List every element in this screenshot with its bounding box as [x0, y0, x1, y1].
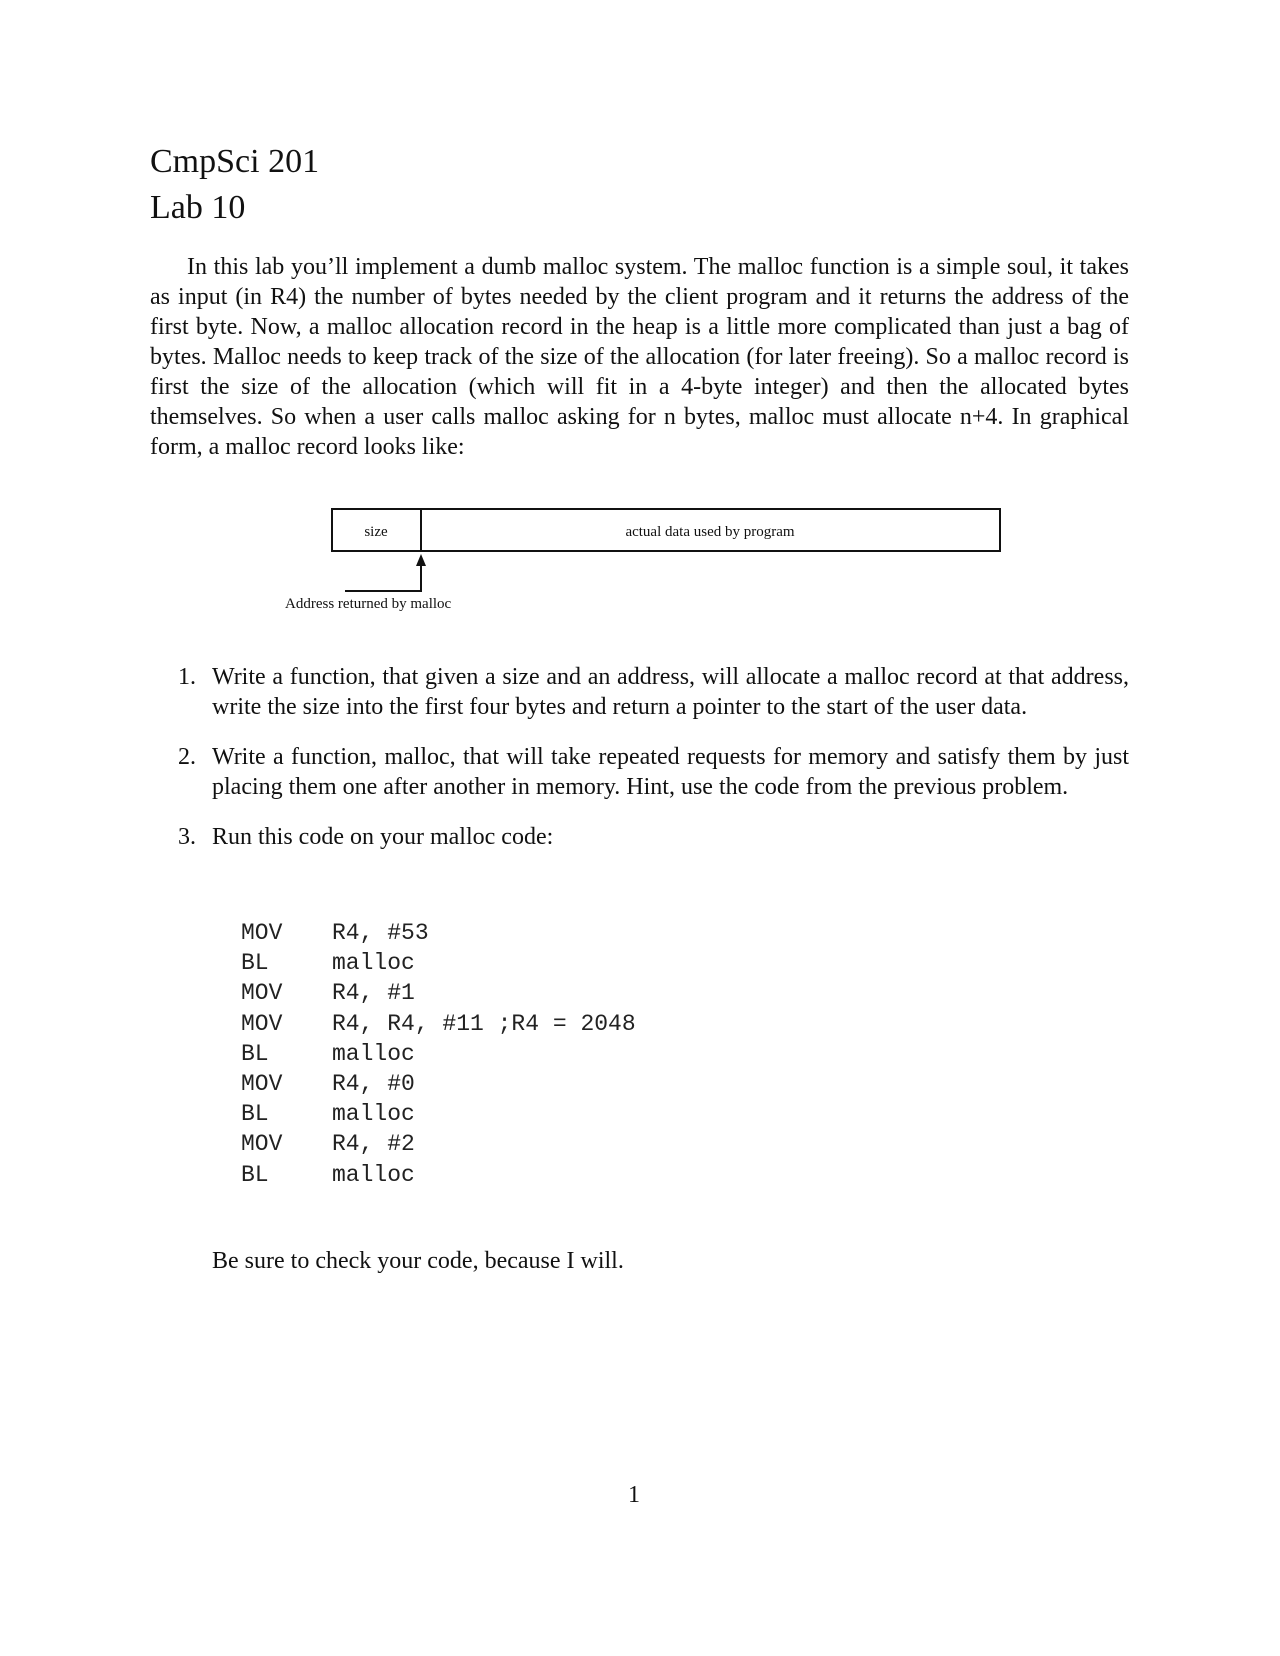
task-number: 1.	[178, 664, 196, 690]
code-operands: R4, #0	[332, 1070, 415, 1097]
malloc-record-diagram	[270, 500, 1010, 630]
code-opcode: MOV	[241, 920, 283, 946]
code-line	[241, 1039, 636, 1069]
code-opcode: BL	[241, 950, 269, 977]
code-line	[241, 1129, 636, 1159]
task-text: Run this code on your malloc code:	[212, 824, 554, 850]
code-operands: malloc	[332, 1101, 415, 1128]
task-item	[150, 822, 1129, 852]
code-listing	[241, 918, 636, 1190]
code-opcode: MOV	[241, 1070, 283, 1097]
code-operands: R4, R4, #11 ;R4 = 2048	[332, 1010, 636, 1037]
code-opcode: MOV	[241, 1131, 283, 1158]
pointer-arrow-line	[345, 564, 421, 591]
lab-title: Lab 10	[150, 189, 246, 226]
closing-note: Be sure to check your code, because I will.	[212, 1248, 624, 1274]
task-number: 2.	[178, 744, 196, 770]
code-operands: R4, #53	[332, 920, 429, 946]
code-line	[241, 1099, 636, 1129]
code-operands: malloc	[332, 1161, 415, 1188]
code-line	[241, 1009, 636, 1039]
pointer-label: Address returned by malloc	[285, 596, 452, 612]
code-opcode: BL	[241, 1101, 269, 1128]
code-operands: malloc	[332, 950, 415, 977]
task-item	[150, 742, 1129, 802]
code-line	[241, 918, 636, 948]
page-number: 1	[628, 1482, 640, 1508]
course-title: CmpSci 201	[150, 143, 320, 180]
code-line	[241, 978, 636, 1008]
code-opcode: BL	[241, 1161, 269, 1188]
code-operands: R4, #2	[332, 1131, 415, 1158]
code-operands: R4, #1	[332, 980, 415, 1007]
task-text: Write a function, that given a size and an address, will allocate a malloc record at that address, write the size into the first four bytes and return a pointer to the start of the user data.	[212, 664, 1129, 720]
code-opcode: MOV	[241, 980, 283, 1007]
task-list	[150, 662, 1129, 852]
code-operands: malloc	[332, 1040, 415, 1067]
task-text: Write a function, malloc, that will take repeated requests for memory and satisfy them by just placing them one after another in memory. Hint, use the code from the previous problem.	[212, 744, 1129, 800]
code-opcode: MOV	[241, 1010, 283, 1037]
code-line	[241, 1069, 636, 1099]
data-label: actual data used by program	[625, 524, 795, 540]
task-item	[150, 662, 1129, 722]
code-opcode: BL	[241, 1040, 269, 1067]
code-line	[241, 948, 636, 978]
code-line	[241, 1160, 636, 1190]
pointer-arrow-head	[416, 554, 426, 566]
size-label: size	[364, 524, 388, 540]
intro-paragraph: In this lab you’ll implement a dumb malloc system. The malloc function is a simple soul, it takes as input (in R4) the number of bytes needed by the client program and it returns the address of the first byte. Now, a malloc allocation record in the heap is a little more complicated than just a bag of bytes. Malloc needs to keep track of the size of the allocation (for later freeing). So a malloc record is first the size of the allocation (which will fit in a 4-byte integer) and then the allocated bytes themselves. So when a user calls malloc asking for n bytes, malloc must allocate n+4. In graphical form, a malloc record looks like:	[150, 254, 1129, 460]
task-number: 3.	[178, 824, 196, 850]
